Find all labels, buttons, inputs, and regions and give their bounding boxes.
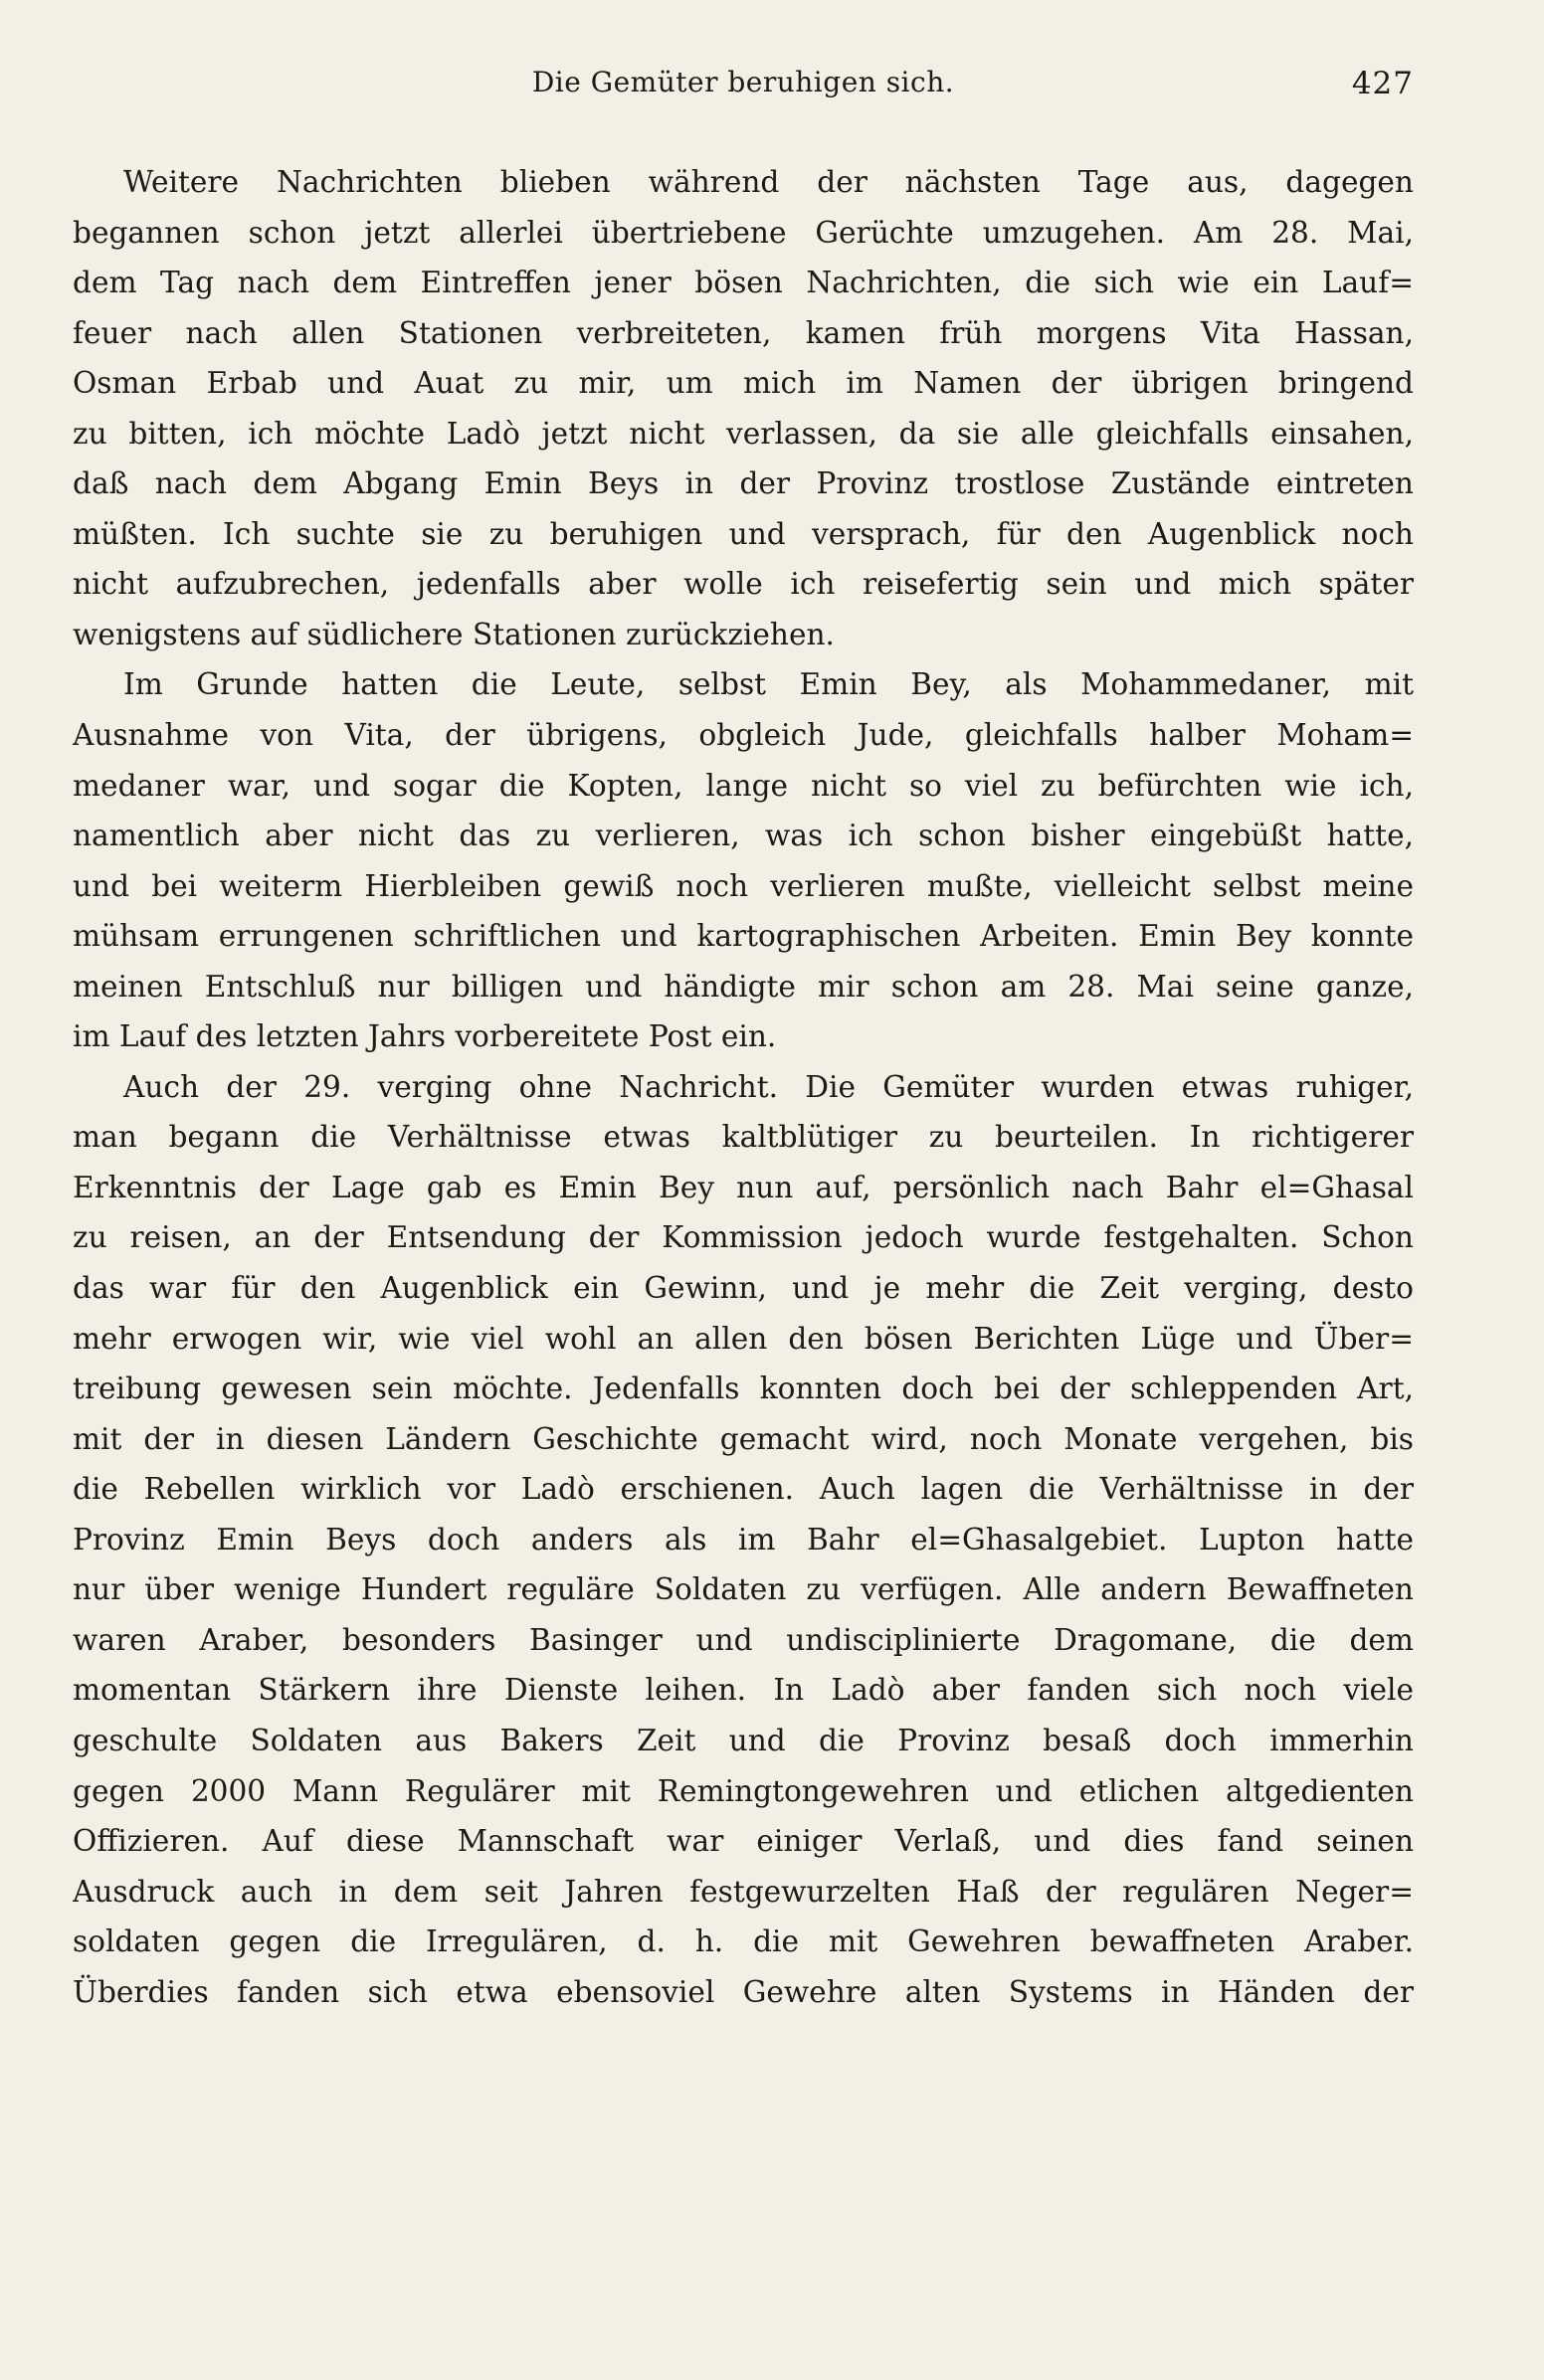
text-line: die Rebellen wirklich vor Ladò erschienen. Auch lagen die Verhältnisse in der: [73, 1472, 1414, 1507]
text-line: man begann die Verhältnisse etwas kaltblütiger zu beurteilen. In richtigerer: [73, 1120, 1414, 1155]
text-line: mehr erwogen wir, wie viel wohl an allen den bösen Berichten Lüge und Über=: [73, 1321, 1414, 1356]
text-line: gegen 2000 Mann Regulärer mit Remingtongewehren und etlichen altgedienten: [73, 1773, 1414, 1808]
text-line: namentlich aber nicht das zu verlieren, was ich schon bisher eingebüßt hatte,: [73, 819, 1414, 853]
text-line: wenigstens auf südlichere Stationen zurückziehen.: [73, 617, 835, 651]
text-line: mit der in diesen Ländern Geschichte gemacht wird, noch Monate vergehen, bis: [73, 1421, 1414, 1456]
page-number: 427: [1351, 66, 1414, 101]
body-text: [73, 157, 1414, 2017]
text-line: Offizieren. Auf diese Mannschaft war einiger Verlaß, und dies fand seinen: [73, 1824, 1414, 1859]
text-line: Weitere Nachrichten blieben während der nächsten Tage aus, dagegen: [123, 165, 1414, 199]
text-line: müßten. Ich suchte sie zu beruhigen und versprach, für den Augenblick noch: [73, 516, 1414, 551]
text-line: Ausnahme von Vita, der übrigens, obgleich Jude, gleichfalls halber Moham=: [73, 718, 1414, 753]
running-title: Die Gemüter beruhigen sich.: [531, 66, 955, 98]
running-head: [73, 66, 1414, 125]
text-line: nur über wenige Hundert reguläre Soldaten zu verfügen. Alle andern Bewaffneten: [73, 1572, 1414, 1607]
text-line: treibung gewesen sein möchte. Jedenfalls konnten doch bei der schleppenden Art,: [73, 1372, 1414, 1406]
text-line: medaner war, und sogar die Kopten, lange nicht so viel zu befürchten wie ich,: [73, 768, 1414, 803]
text-line: begannen schon jetzt allerlei übertriebene Gerüchte umzugehen. Am 28. Mai,: [73, 215, 1414, 250]
text-line: dem Tag nach dem Eintreffen jener bösen Nachrichten, die sich wie ein Lauf=: [73, 266, 1414, 300]
text-line: geschulte Soldaten aus Bakers Zeit und die Provinz besaß doch immerhin: [73, 1723, 1414, 1757]
text-line: momentan Stärkern ihre Dienste leihen. In Ladò aber fanden sich noch viele: [73, 1673, 1414, 1708]
text-line: Erkenntnis der Lage gab es Emin Bey nun auf, persönlich nach Bahr el=Ghasal: [73, 1170, 1414, 1204]
text-line: Im Grunde hatten die Leute, selbst Emin Bey, als Mohammedaner, mit: [123, 667, 1414, 702]
text-line: zu bitten, ich möchte Ladò jetzt nicht verlassen, da sie alle gleichfalls einsahen,: [73, 416, 1414, 451]
text-line: mühsam errungenen schriftlichen und kartographischen Arbeiten. Emin Bey konnte: [73, 919, 1414, 954]
text-line: Ausdruck auch in dem seit Jahren festgewurzelten Haß der regulären Neger=: [73, 1874, 1414, 1909]
text-line: das war für den Augenblick ein Gewinn, und je mehr die Zeit verging, desto: [73, 1271, 1414, 1306]
text-line: Osman Erbab und Auat zu mir, um mich im Namen der übrigen bringend: [73, 366, 1414, 401]
text-line: meinen Entschluß nur billigen und händigte mir schon am 28. Mai seine ganze,: [73, 969, 1414, 1004]
text-line: nicht aufzubrechen, jedenfalls aber wolle ich reisefertig sein und mich später: [73, 567, 1414, 602]
text-line: Auch der 29. verging ohne Nachricht. Die Gemüter wurden etwas ruhiger,: [123, 1069, 1414, 1104]
text-line: daß nach dem Abgang Emin Beys in der Provinz trostlose Zustände eintreten: [73, 466, 1414, 501]
text-line: Provinz Emin Beys doch anders als im Bahr el=Ghasalgebiet. Lupton hatte: [73, 1522, 1414, 1556]
text-line: soldaten gegen die Irregulären, d. h. die mit Gewehren bewaffneten Araber.: [73, 1924, 1414, 1959]
text-line: und bei weiterm Hierbleiben gewiß noch verlieren mußte, vielleicht selbst meine: [73, 868, 1414, 903]
text-line: waren Araber, besonders Basinger und undisciplinierte Dragomane, die dem: [73, 1622, 1414, 1657]
text-line: feuer nach allen Stationen verbreiteten, kamen früh morgens Vita Hassan,: [73, 315, 1414, 350]
text-line: Überdies fanden sich etwa ebensoviel Gewehre alten Systems in Händen der: [73, 1974, 1414, 2009]
text-line: zu reisen, an der Entsendung der Kommission jedoch wurde festgehalten. Schon: [73, 1220, 1414, 1255]
text-line: im Lauf des letzten Jahrs vorbereitete Post ein.: [73, 1019, 777, 1054]
